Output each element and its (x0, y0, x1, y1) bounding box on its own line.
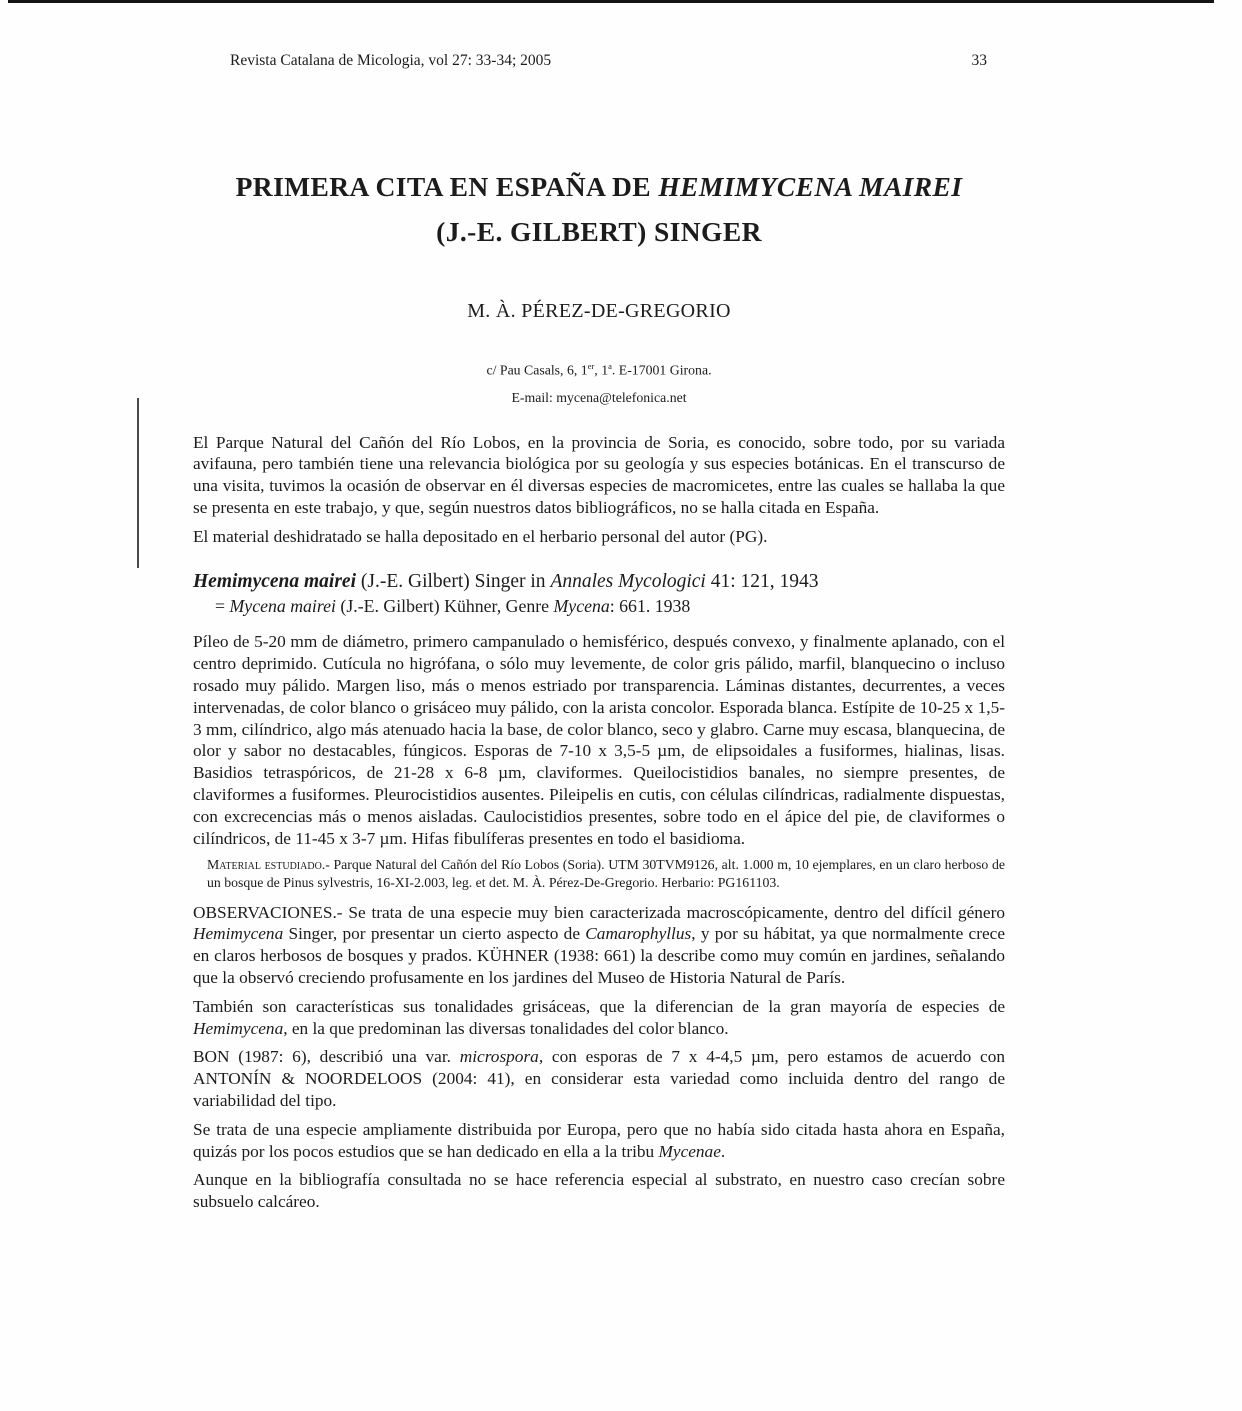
text-segment: El material deshidratado se halla depositado en el herbario personal del autor (PG). (193, 526, 768, 546)
text-segment: PRIMERA CITA EN ESPAÑA DE (235, 171, 659, 202)
text-segment: . E-17001 Girona. (611, 362, 712, 378)
journal-reference: Revista Catalana de Micologia, vol 27: 33-34; 2005 (230, 52, 552, 69)
article-body (193, 432, 1005, 1213)
text-segment: microspora, (459, 1047, 544, 1067)
intro-paragraph (193, 432, 1005, 519)
tonalities-paragraph (193, 996, 1005, 1040)
substrate-paragraph (193, 1169, 1005, 1213)
article-title (193, 164, 1005, 254)
description-paragraph (193, 631, 1005, 849)
text-segment: BON (1987: 6), describió una var. (193, 1047, 460, 1067)
text-segment: Material estudiado (207, 857, 322, 873)
text-segment: Se trata de una especie ampliamente distribuida por Europa, pero que no había sido citada hasta ahora en España, quizás por los pocos estudios que se han dedicado en ella a la tribu (193, 1119, 1005, 1161)
page-number: 33 (971, 52, 987, 69)
text-segment: Hemimycena mairei (193, 570, 357, 592)
text-segment: 41: 121, 1943 (705, 570, 819, 592)
text-segment: Singer, por presentar un cierto aspecto de (283, 924, 586, 944)
herbarium-note (193, 526, 1005, 548)
text-segment: = (215, 595, 230, 616)
text-segment: Hemimycena (193, 924, 284, 944)
title-line-1 (193, 164, 1005, 209)
text-segment: : 661. 1938 (609, 595, 691, 616)
text-segment: . (720, 1141, 726, 1161)
text-segment: .- Parque Natural del Cañón del Río Lobos (Soria). UTM 30TVM9126, alt. 1.000 m, 10 ejemplares, en un claro herboso de un bosque de Pinus sylvestris, 16-XI-2.003, leg. et det. M. À. Pérez-De-Gregorio. Herbario: PG161103. (207, 857, 1005, 890)
text-segment: c/ Pau Casals, 6, 1 (486, 362, 588, 378)
text-segment: (J.-E. Gilbert) Kühner, Genre (335, 595, 554, 616)
text-segment: Mycena mairei (229, 595, 336, 616)
synonym-line (193, 596, 1005, 618)
title-line-2: (J.-E. GILBERT) SINGER (436, 216, 762, 247)
text-segment: Mycenae (658, 1141, 721, 1161)
distribution-paragraph (193, 1119, 1005, 1163)
text-segment: También son características sus tonalidades grisáceas, que la diferencian de la gran mayoría de especies de (193, 996, 1005, 1016)
author-address (193, 361, 1005, 379)
text-segment: El Parque Natural del Cañón del Río Lobos, en la provincia de Soria, es conocido, sobre todo, por su variada avifauna, pero también tiene una relevancia biológica por su geología y sus especies botánicas. En el transcurso de una visita, tuvimos la ocasión de observar en él diversas especies de macromicetes, entre las cuales se hallaba la que se presenta en este trabajo, y que, según nuestros datos bibliográficos, no se halla citada en España. (193, 432, 1005, 517)
author-email: E-mail: mycena@telefonica.net (511, 389, 687, 405)
text-segment: , y por su hábitat, ya que normalmente crece en claros herbosos de bosques y prados. KÜHNER (1938: 661) la describe como muy común en jardines, señalando que la observó creciendo profusamente en los jardines del Museo de Historia Natural de París. (193, 924, 1005, 987)
observations-paragraph (193, 902, 1005, 989)
text-segment: Mycena (553, 595, 610, 616)
text-segment: con esporas de 7 x 4-4,5 µm, pero estamos de acuerdo con ANTONÍN & NOORDELOOS (2004: 41), en considerar esta variedad como incluida dentro del rango de variabilidad del tipo. (193, 1047, 1005, 1110)
page-content (193, 0, 1005, 1220)
material-studied (193, 856, 1005, 891)
text-segment: Hemimycena (193, 1018, 284, 1038)
text-segment: Camarophyllus (585, 924, 692, 944)
variety-paragraph (193, 1046, 1005, 1111)
text-segment: Píleo de 5-20 mm de diámetro, primero campanulado o hemisférico, después convexo, y finalmente aplanado, con el centro deprimido. Cutícula no higrófana, o sólo muy levemente, de color gris pálido, marfil, blanquecino o incluso rosado muy pálido. Margen liso, más o menos estriado por transparencia. Láminas distantes, decurrentes, a veces intervenadas, de color blanco o grisáceo muy pálido, con la arista concolor. Esporada blanca. Estípite de 10-25 x 1,5-3 mm, cilíndrico, algo más atenuado hacia la base, de color blanco, seco y glabro. Carne muy escasa, blanquecina, de olor y sabor no destacables, fúngicos. Esporas de 7-10 x 3,5-5 µm, de elipsoidales a fusiformes, hialinas, lisas. Basidios tetraspóricos, de 21-28 x 6-8 µm, claviformes. Queilocistidios banales, no siempre presentes, de claviformes a fusiformes. Pleurocistidios ausentes. Pileipelis en cutis, con células cilíndricas, radialmente dispuestas, con excrecencias más o menos aisladas. Caulocistidios presentes, sobre todo en el ápice del pie, de claviformes o cilíndricos, de 11-45 x 3-7 µm. Hifas fibulíferas presentes en todo el basidioma. (193, 632, 1005, 848)
text-segment: Aunque en la bibliografía consultada no se hace referencia especial al substrato, en nuestro caso crecían sobre subsuelo calcáreo. (193, 1170, 1005, 1212)
text-segment: a (608, 361, 612, 371)
text-segment: Annales Mycologici (550, 570, 706, 592)
page-header (193, 52, 1005, 70)
text-segment: , 1 (594, 362, 609, 378)
text-segment: , en la que predominan las diversas tonalidades del color blanco. (283, 1018, 729, 1038)
text-segment: (J.-E. Gilbert) Singer in (356, 570, 551, 592)
author-name: M. À. PÉREZ-DE-GREGORIO (467, 300, 731, 322)
text-segment: er (587, 361, 595, 371)
species-heading (193, 570, 1005, 594)
scan-artifact-left (137, 398, 139, 568)
text-segment: OBSERVACIONES.- Se trata de una especie muy bien caracterizada macroscópicamente, dentro del difícil género (193, 902, 1005, 922)
text-segment: HEMIMYCENA MAIREI (658, 171, 963, 202)
